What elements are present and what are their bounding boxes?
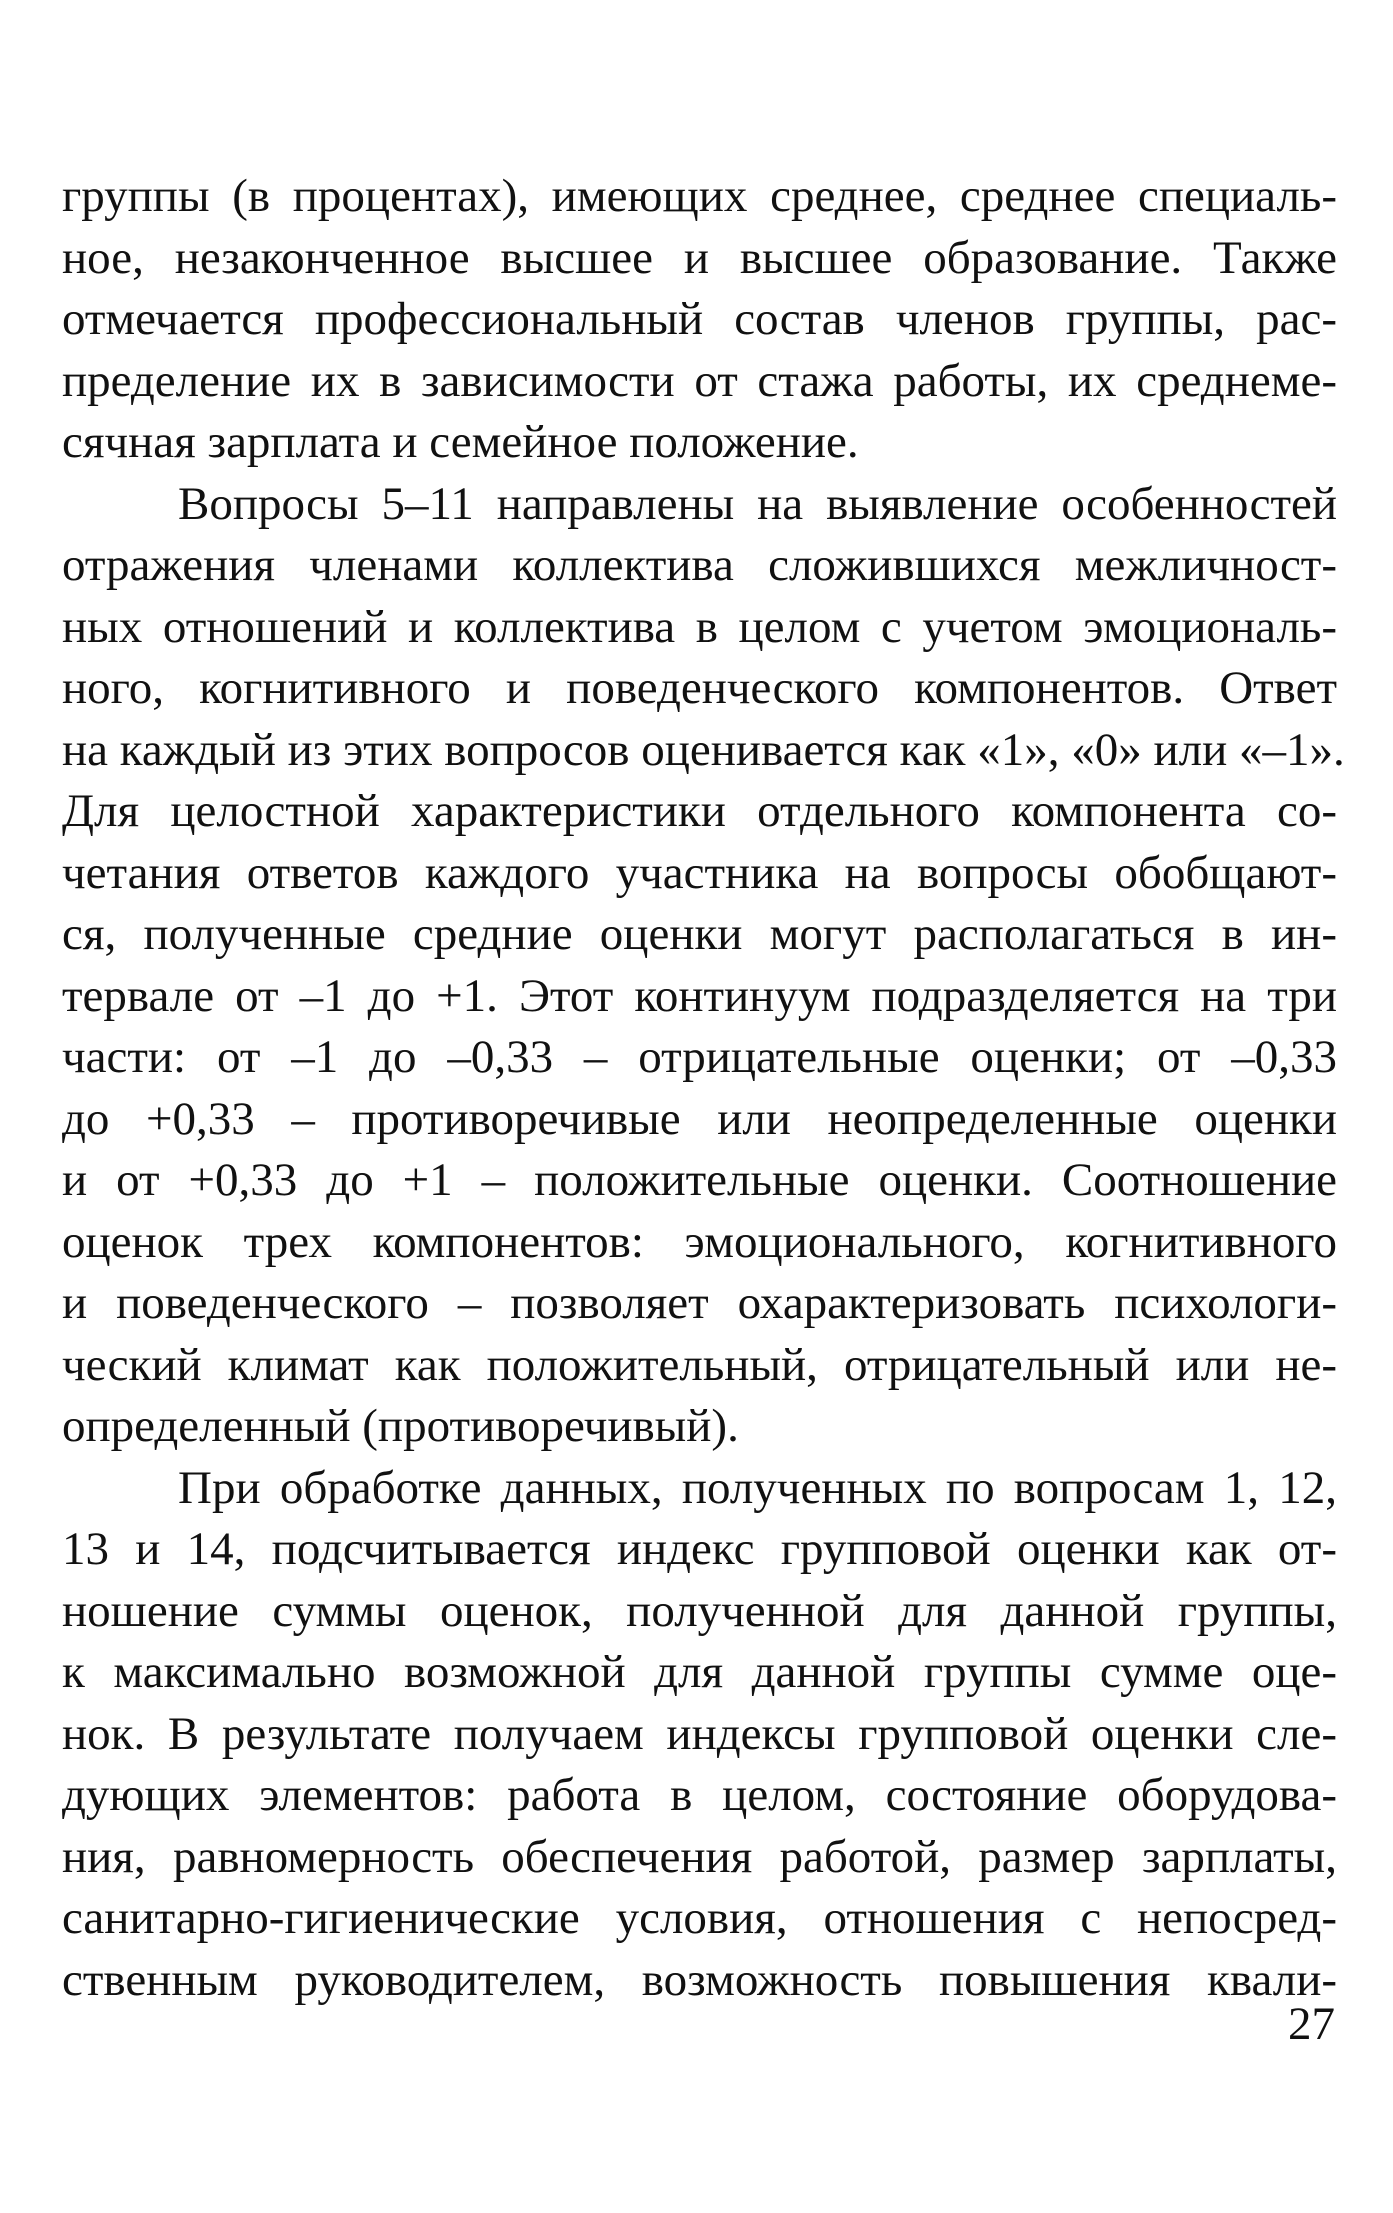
text-line: Вопросы 5–11 направлены на выявление особенностей bbox=[178, 477, 1337, 530]
text-line: ных отношений и коллектива в целом с учетом эмоциональ- bbox=[62, 600, 1337, 653]
text-line: и поведенческого – позволяет охарактеризовать психологи- bbox=[62, 1277, 1337, 1329]
text-line: к максимально возможной для данной группы сумме оце- bbox=[62, 1646, 1337, 1698]
text-line: оценок трех компонентов: эмоционального, когнитивного bbox=[62, 1215, 1337, 1268]
text-line: и от +0,33 до +1 – положительные оценки. Соотношение bbox=[62, 1154, 1337, 1206]
text-line: дующих элементов: работа в целом, состояние оборудова- bbox=[62, 1769, 1337, 1821]
text-line: нок. В результате получаем индексы групповой оценки сле- bbox=[62, 1707, 1337, 1760]
paragraph bbox=[62, 1458, 1337, 2012]
text-line: группы (в процентах), имеющих среднее, среднее специаль- bbox=[62, 170, 1337, 222]
text-line: на каждый из этих вопросов оценивается как «1», «0» или «–1». bbox=[62, 723, 1345, 776]
text-line: отражения членами коллектива сложившихся межличност- bbox=[62, 539, 1337, 591]
text-line: санитарно-гигиенические условия, отношения с непосред- bbox=[62, 1892, 1337, 1944]
text-line: ного, когнитивного и поведенческого компонентов. Ответ bbox=[62, 662, 1337, 714]
text-line: ния, равномерность обеспечения работой, размер зарплаты, bbox=[62, 1830, 1337, 1883]
paragraph bbox=[62, 474, 1345, 1458]
text-line: четания ответов каждого участника на вопросы обобщают- bbox=[62, 846, 1337, 899]
text-line: При обработке данных, полученных по вопросам 1, 12, bbox=[178, 1461, 1337, 1514]
page-number: 27 bbox=[1288, 1998, 1335, 2050]
text-line: 13 и 14, подсчитывается индекс групповой оценки как от- bbox=[62, 1523, 1337, 1575]
text-line: ческий климат как положительный, отрицательный или не- bbox=[62, 1338, 1337, 1391]
text-line: отмечается профессиональный состав членов группы, рас- bbox=[62, 293, 1337, 345]
text-line: части: от –1 до –0,33 – отрицательные оценки; от –0,33 bbox=[62, 1031, 1337, 1083]
text-line: Для целостной характеристики отдельного компонента со- bbox=[62, 785, 1337, 837]
body-text bbox=[62, 166, 1345, 2011]
text-line: до +0,33 – противоречивые или неопределенные оценки bbox=[62, 1092, 1337, 1145]
paragraph bbox=[62, 166, 1337, 474]
text-line: определенный (противоречивый). bbox=[62, 1400, 739, 1452]
text-line: пределение их в зависимости от стажа работы, их среднеме- bbox=[62, 354, 1337, 407]
text-line: ное, незаконченное высшее и высшее образование. Также bbox=[62, 231, 1337, 284]
text-line: тервале от –1 до +1. Этот континуум подразделяется на три bbox=[62, 969, 1337, 1022]
text-line: ношение суммы оценок, полученной для данной группы, bbox=[62, 1584, 1337, 1637]
text-line: ся, полученные средние оценки могут располагаться в ин- bbox=[62, 908, 1337, 960]
text-line: ственным руководителем, возможность повышения квали- bbox=[62, 1953, 1337, 2006]
text-line: сячная зарплата и семейное положение. bbox=[62, 416, 859, 468]
